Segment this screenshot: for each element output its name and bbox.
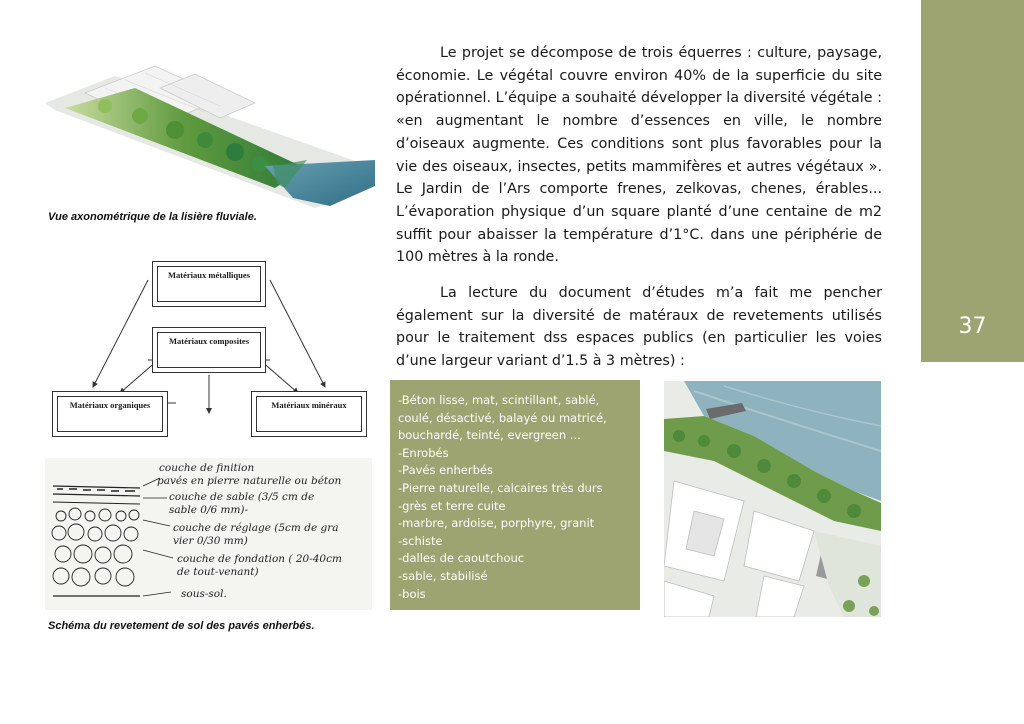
materials-list-item: -sable, stabilisé	[398, 568, 488, 583]
materials-list-item: -dalles de caoutchouc	[398, 551, 525, 566]
sketch-note: couche de finition	[159, 462, 255, 474]
pavement-sketch	[45, 458, 372, 610]
materials-list-item: -Pierre naturelle, calcaires très durs	[398, 480, 603, 495]
materials-list-item: -grès et terre cuite	[398, 498, 506, 513]
sketch-note: sable 0/6 mm)-	[169, 503, 249, 516]
materials-list-box	[390, 380, 640, 610]
box-organiques	[52, 391, 168, 437]
materials-list-item: -Enrobés	[398, 445, 449, 460]
materials-list	[390, 380, 640, 603]
materials-list-item: -bois	[398, 586, 426, 601]
label-mineraux: Matériaux minéraux	[256, 396, 362, 432]
materials-list-item: -Pavés enherbés	[398, 463, 493, 478]
axonometric-caption: Vue axonométrique de la lisière fluviale.	[48, 211, 257, 223]
label-composites: Matériaux composites	[157, 332, 261, 368]
axonometric-image	[45, 48, 375, 208]
sketch-note: pavés en pierre naturelle ou béton	[157, 474, 342, 487]
aerial-image	[664, 381, 881, 617]
paragraph-2: La lecture du document d’études m’a fait me pencher également sur la diversité de matéraux de revetements utilisés pour le traitement dss espaces publics (en particulier les voies d’une largeur variant d’1.5 à 3 mètres) :	[396, 285, 882, 370]
box-metalliques	[152, 261, 266, 307]
materials-list-item: bouchardé, teinté, evergreen ...	[398, 428, 581, 443]
materials-diagram	[48, 255, 370, 440]
sketch-annotations	[157, 462, 369, 601]
box-mineraux	[251, 391, 367, 437]
sketch-note: couche de sable (3/5 cm de	[169, 491, 315, 503]
materials-list-item: -schiste	[398, 533, 443, 548]
label-organiques: Matériaux organiques	[57, 396, 163, 432]
sketch-note: couche de réglage (5cm de gra	[173, 522, 339, 534]
sketch-caption: Schéma du revetement de sol des pavés enherbés.	[48, 620, 315, 632]
sidebar-band	[921, 0, 1024, 362]
box-composites	[152, 327, 266, 373]
main-text	[396, 42, 882, 373]
sketch-note: sous-sol.	[181, 588, 227, 600]
sketch-note: de tout-venant)	[177, 565, 259, 578]
sketch-note: vier 0/30 mm)	[173, 534, 248, 547]
page-number: 37	[958, 314, 987, 339]
materials-list-item: coulé, désactivé, balayé ou matricé,	[398, 410, 607, 425]
paragraph-1: Le projet se décompose de trois équerres : culture, paysage, économie. Le végétal couvre environ 40% de la superficie du site opérationnel. L’équipe a souhaité développer la diversité végétale : «en augmentant le nombre d’essences en ville, le nombre d’oiseaux augmente. Ces conditions sont plus favorables pour la vie des oiseaux, insectes, petits mammifères et autres végétaux ». Le Jardin de l’Ars comporte frenes, zelkovas, chenes, érables... L’évaporation physique d’un square planté d’une centaine de m2 suffit pour abaisser la température d’1°C. dans une périphérie de 100 mètres à la ronde.	[396, 45, 882, 266]
materials-list-item: -marbre, ardoise, porphyre, granit	[398, 516, 595, 531]
sketch-note: couche de fondation ( 20-40cm	[177, 553, 342, 565]
materials-list-item: -Béton lisse, mat, scintillant, sablé,	[398, 393, 600, 407]
label-metalliques: Matériaux métalliques	[157, 266, 261, 302]
